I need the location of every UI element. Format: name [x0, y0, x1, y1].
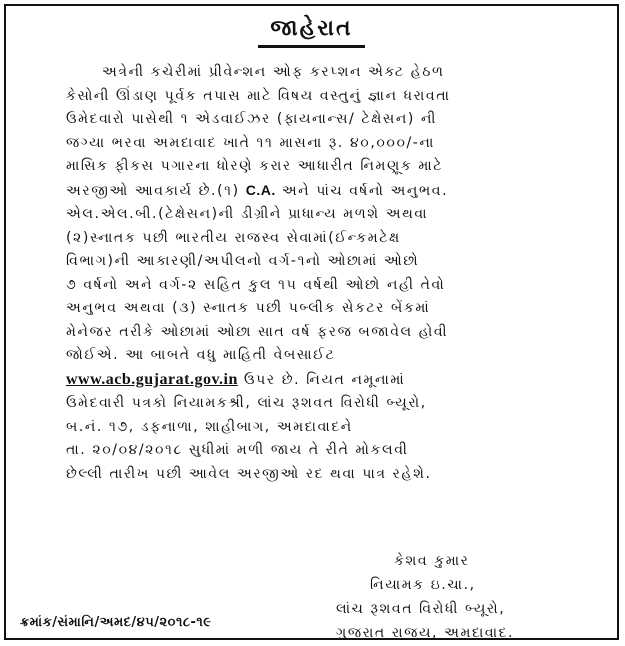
body-line-13: જોઈએ. આ બાબતે વધુ માહિતી વેબસાઈટ	[66, 347, 336, 363]
body-line-10: ૭ વર્ષનો અને વર્ગ-૨ સહિત કુલ ૧૫ વર્ષથી ઓછો નહી તેવો	[66, 276, 446, 293]
signature-block	[336, 549, 514, 645]
body-line-5: માસિક ફીકસ પગારના ધોરણે કરાર આધારીત નિમણૂક માટે	[66, 158, 444, 174]
reference-number: ક્રમાંક/સંમાનિ/અમદ/૪૫/૨૦૧૮-૧૯	[20, 615, 212, 630]
body-line-4: જગ્યા ભરવા અમદાવાદ ખાતે ૧૧ માસના રૂ. ૪૦,૦૦૦/-ના	[66, 134, 435, 151]
body-line-16: બ.નં. ૧૭, ડફનાળા, શાહીબાગ, અમદાવાદને	[66, 418, 353, 435]
body-line-2: કેસોની ઊંડાણ પૂર્વક તપાસ માટે વિષય વસ્તુનું જ્ઞાન ધરાવતા	[66, 87, 451, 104]
body-line-11: અનુભવ અથવા (૩) સ્નાતક પછી પબ્લીક સેકટર બેંકમાં	[66, 300, 431, 316]
body-line-6-start: અરજીઓ આવકાર્ય છે.(૧)	[66, 182, 240, 199]
notice-title: જાહેરાત	[258, 16, 364, 48]
signatory-designation: નિયામક ઇ.ચા.,	[370, 577, 476, 593]
signatory-office: લાંચ રૂશવત વિરોધી બ્યૂરો,	[336, 601, 506, 617]
notice-frame	[4, 4, 619, 640]
body-line-14-end: ઉપર છે. નિયત નમૂનામાં	[243, 371, 406, 388]
body-line-12: મેનેજર તરીકે ઓછામાં ઓછા સાત વર્ષ ફરજ બજાવેલ હોવી	[66, 323, 449, 340]
body-line-7: એલ.એલ.બી.(ટેક્ષેસન)ની ડીગ્રીને પ્રાધાન્ય મળશે અથવા	[66, 206, 429, 222]
body-line-18: છેલ્લી તારીખ પછી આવેલ અરજીઓ રદ થવા પાત્ર રહેશે.	[66, 465, 432, 482]
body-line-14	[66, 368, 593, 393]
body-line-3: ઉમેદવારો પાસેથી ૧ એડવાઈઝર (ફાયનાન્સ/ ટેક્ષેસન) ની	[66, 111, 438, 127]
signatory-name: કેશવ કુમાર	[394, 553, 470, 569]
website-link[interactable]: www.acb.gujarat.gov.in	[66, 370, 238, 388]
body-line-15: ઉમેદવારી પત્રકો નિયામકશ્રી, લાંચ રૂશવત વિરોધી બ્યૂરો,	[66, 395, 427, 411]
body-line-6-end: અને પાંચ વર્ષનો અનુભવ.	[281, 182, 449, 199]
body-line-9: વિભાગ)ની આકારણી/અપીલનો વર્ગ-૧નો ઓછામાં ઓછો	[66, 253, 420, 269]
body-line-8: (૨)સ્નાતક પછી ભારતીય રાજસ્વ સેવામાં(ઈન્કમટેક્ષ	[66, 229, 401, 246]
signatory-place: ગુજરાત રાજય, અમદાવાદ.	[336, 625, 515, 641]
body-line-17: તા. ૨૦/૦૪/૨૦૧૮ સુધીમાં મળી જાય તે રીતે મોકલવી	[66, 442, 409, 458]
body-line-1: અત્રેની કચેરીમાં પ્રીવેન્શન ઓફ કરપ્શન એક્ટ હેઠળ	[102, 64, 445, 80]
body-line-6	[66, 179, 593, 204]
ca-qualification: C.A.	[245, 181, 276, 198]
notice-body	[66, 61, 593, 486]
title-wrap	[6, 16, 617, 48]
